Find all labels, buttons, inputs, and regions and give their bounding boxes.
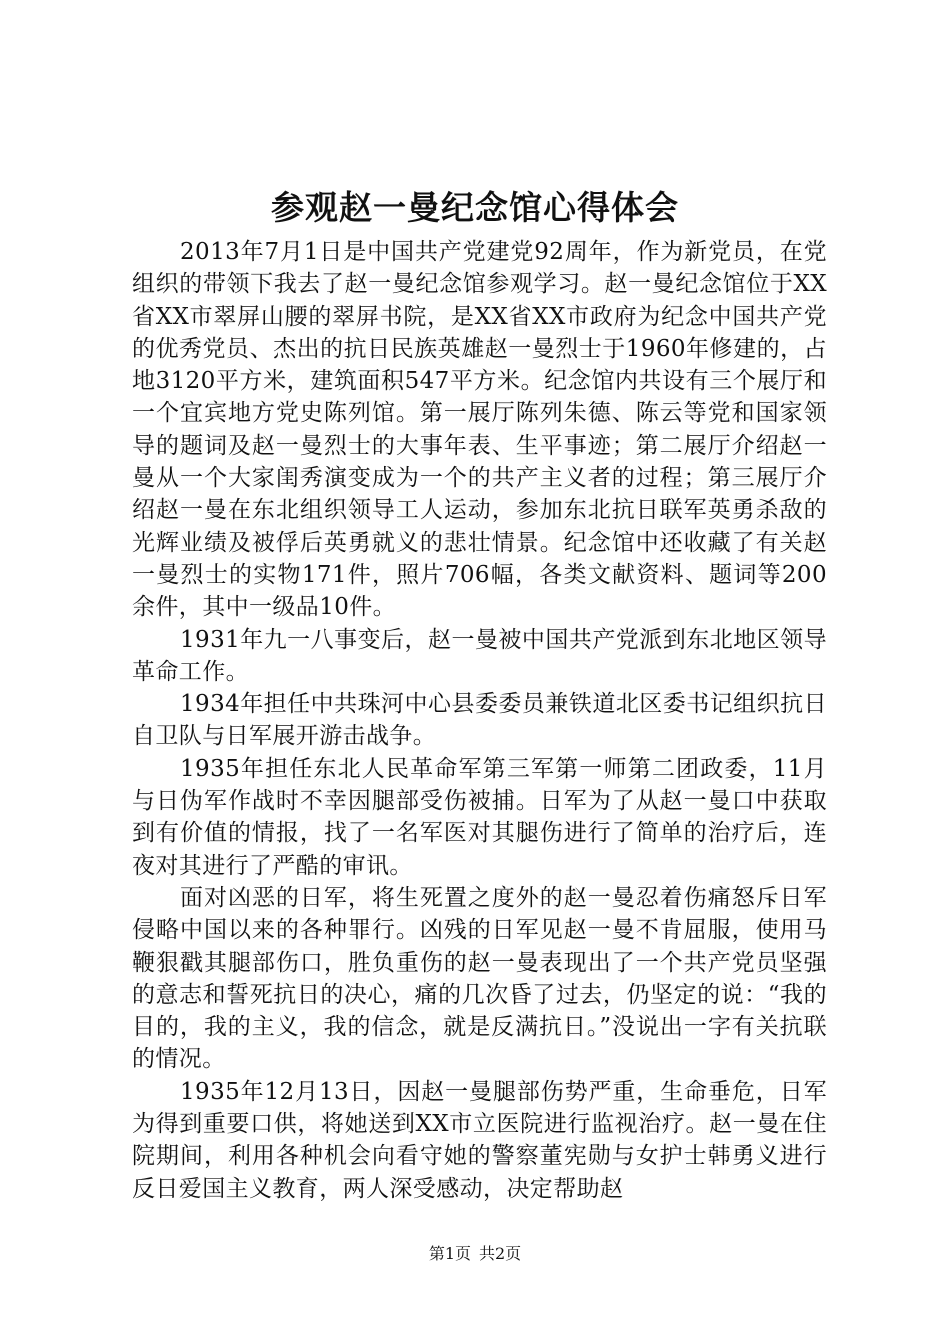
document-title: 参观赵一曼纪念馆心得体会 — [271, 188, 679, 227]
paragraph: 1935年担任东北人民革命军第三军第一师第二团政委，11月与日伪军作战时不幸因腿部受伤被捕。日军为了从赵一曼口中获取到有价值的情报，找了一名军医对其腿伤进行了简单的治疗后，连夜对其进行了严酷的审讯。 — [132, 755, 827, 879]
page-number: 第1页 — [428, 1244, 471, 1263]
paragraph: 2013年7月1日是中国共产党建党92周年，作为新党员，在党组织的带领下我去了赵一曼纪念馆参观学习。赵一曼纪念馆位于XX省XX市翠屏山腰的翠屏书院，是XX省XX市政府为纪念中国共产党的优秀党员、杰出的抗日民族英雄赵一曼烈士于1960年修建的，占地3120平方米，建筑面积547平方米。纪念馆内共设有三个展厅和一个宜宾地方党史陈列馆。第一展厅陈列朱德、陈云等党和国家领导的题词及赵一曼烈士的大事年表、生平事迹；第二展厅介绍赵一曼从一个大家闺秀演变成为一个的共产主义者的过程；第三展厅介绍赵一曼在东北组织领导工人运动，参加东北抗日联军英勇杀敌的光辉业绩及被俘后英勇就义的悲壮情景。纪念馆中还收藏了有关赵一曼烈士的实物171件，照片706幅，各类文献资料、题词等200余件，其中一级品10件。 — [132, 239, 827, 621]
paragraph: 1935年12月13日，因赵一曼腿部伤势严重，生命垂危，日军为得到重要口供，将她送到XX市立医院进行监视治疗。赵一曼在住院期间，利用各种机会向看守她的警察董宪勋与女护士韩勇义进行反日爱国主义教育，两人深受感动，决定帮助赵 — [132, 1078, 827, 1202]
page-footer — [0, 1244, 950, 1264]
paragraph: 面对凶恶的日军，将生死置之度外的赵一曼忍着伤痛怒斥日军侵略中国以来的各种罪行。凶残的日军见赵一曼不肯屈服，使用马鞭狠戳其腿部伤口，胜负重伤的赵一曼表现出了一个共产党员坚强的意志和誓死抗日的决心，痛的几次昏了过去，仍坚定的说：“我的目的，我的主义，我的信念，就是反满抗日。”没说出一字有关抗联的情况。 — [132, 884, 827, 1073]
document-body — [132, 236, 827, 1205]
page-total: 共2页 — [479, 1244, 522, 1263]
paragraph: 1934年担任中共珠河中心县委委员兼铁道北区委书记组织抗日自卫队与日军展开游击战争。 — [132, 691, 827, 750]
paragraph: 1931年九一八事变后，赵一曼被中国共产党派到东北地区领导革命工作。 — [132, 626, 827, 685]
